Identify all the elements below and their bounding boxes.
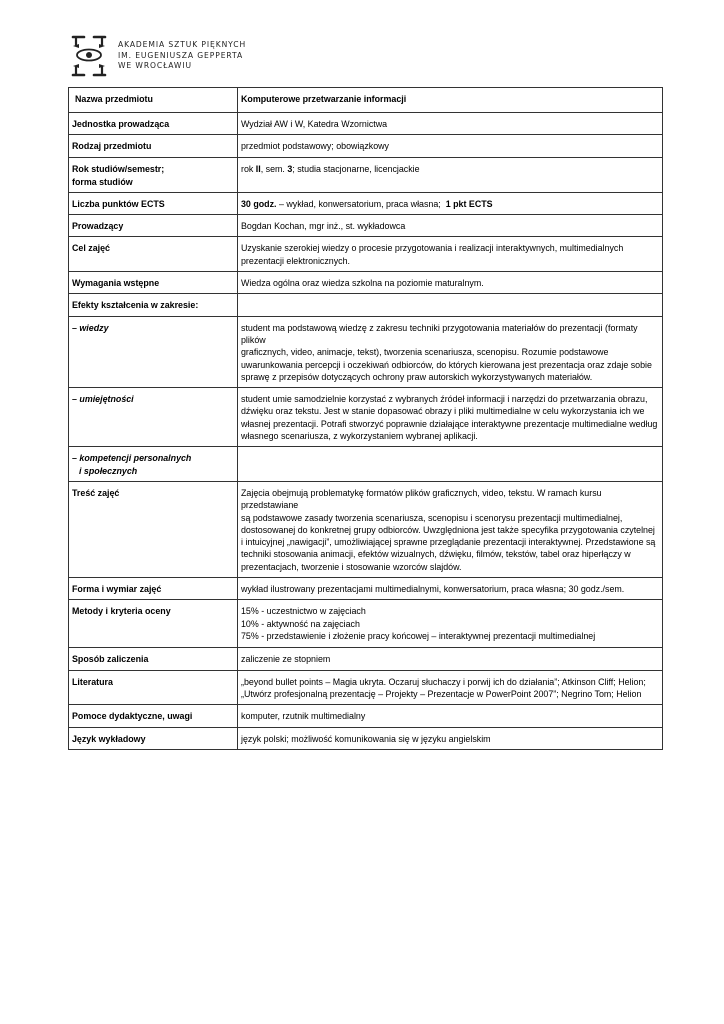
label-nazwa: Nazwa przedmiotu: [69, 88, 238, 113]
value-efekty: [238, 294, 663, 316]
value-tresc-line-1: Zajęcia obejmują problematykę formatów plików graficznych, video, tekstu. W ramach kursu przedstawiane: [241, 487, 602, 511]
academy-logo-icon: [70, 34, 108, 78]
value-tresc-line-3: dostosowanej do konkretnej grupy odbiorców. Uwzględniona jest także specyfika przygotowania czytelnej: [241, 524, 655, 535]
value-umiejetnosci-line-1: student umie samodzielnie korzystać z wybranych źródeł informacji i narzędzi do przetwarzania obrazu,: [241, 394, 648, 405]
label-cel: Cel zajęć: [69, 237, 238, 272]
value-umiejetnosci-line-2: dźwięku oraz tekstu. Jest w stanie dopasować obrazy i pliki multimedialne w celu wykorzystania ich we: [241, 406, 645, 417]
value-literatura: [238, 670, 663, 705]
value-cel-line-1: Uzyskanie szerokiej wiedzy o procesie przygotowania i realizacji interaktywnych, multimedialnych: [241, 243, 624, 254]
institution-line-1: AKADEMIA SZTUK PIĘKNYCH: [118, 40, 247, 50]
value-nazwa: Komputerowe przetwarzanie informacji: [238, 88, 663, 113]
row-efekty: [69, 294, 663, 316]
value-sposob: zaliczenie ze stopniem: [238, 648, 663, 670]
row-literatura: [69, 670, 663, 705]
row-cel: [69, 237, 663, 272]
course-description-table: [68, 87, 663, 750]
label-forma: Forma i wymiar zajęć: [69, 578, 238, 600]
row-umiejetnosci: [69, 388, 663, 447]
row-rok: [69, 158, 663, 193]
row-wymagania: [69, 272, 663, 294]
value-tresc-line-2: są podstawowe zasady tworzenia scenariusza, scenopisu i scenorysu prezentacji multimedialnej,: [241, 512, 623, 523]
value-rok-prefix: rok: [241, 164, 256, 175]
label-literatura: Literatura: [69, 670, 238, 705]
label-jezyk: Język wykładowy: [69, 727, 238, 749]
label-metody: Metody i kryteria oceny: [69, 600, 238, 648]
value-literatura-line-1: „beyond bullet points – Magia ukryta. Oczaruj słuchaczy i porwij ich do działania”; Atkinson Cliff; Helion;: [241, 676, 646, 687]
row-sposob: [69, 648, 663, 670]
value-metody-line-1: 15% - uczestnictwo w zajęciach: [241, 606, 366, 617]
value-rok-rest: ; studia stacjonarne, licencjackie: [292, 164, 420, 175]
label-rok-line-1: Rok studiów/semestr;: [72, 164, 165, 175]
value-ects-hours: 30 godz.: [241, 198, 277, 209]
label-rok-line-2: forma studiów: [72, 176, 133, 187]
row-jednostka: [69, 113, 663, 135]
value-cel: [238, 237, 663, 272]
label-ects: Liczba punktów ECTS: [69, 192, 238, 214]
value-jednostka: Wydział AW i W, Katedra Wzornictwa: [238, 113, 663, 135]
label-kompetencje-line-1: – kompetencji personalnych: [72, 453, 192, 464]
label-prowadzacy: Prowadzący: [69, 215, 238, 237]
value-tresc-line-5: techniki stosowania animacji, efektów wizualnych, dźwięku, filmów, tekstów, tabel oraz hiperłączy w: [241, 549, 631, 560]
row-tresc: [69, 481, 663, 577]
value-wymagania: Wiedza ogólna oraz wiedza szkolna na poziomie maturalnym.: [238, 272, 663, 294]
value-rodzaj: przedmiot podstawowy; obowiązkowy: [238, 135, 663, 158]
label-efekty: Efekty kształcenia w zakresie:: [69, 294, 238, 316]
label-sposob: Sposób zaliczenia: [69, 648, 238, 670]
value-wiedzy-line-1: student ma podstawową wiedzę z zakresu techniki przygotowania materiałów do prezentacji (formaty plików: [241, 322, 638, 345]
row-prowadzacy: [69, 215, 663, 237]
page-header: [70, 32, 246, 80]
value-umiejetnosci-line-3: własnej prezentacji. Potrafi stworzyć poprawnie działające interaktywne prezentacje multimedialne według: [241, 418, 658, 429]
institution-name: [118, 40, 246, 72]
row-rodzaj: [69, 135, 663, 158]
row-wiedzy: [69, 316, 663, 387]
value-metody-line-2: 10% - aktywność na zajęciach: [241, 618, 360, 629]
label-tresc: Treść zajęć: [69, 481, 238, 577]
value-metody: [238, 600, 663, 648]
value-umiejetnosci: [238, 388, 663, 447]
value-ects-mid: – wykład, konwersatorium, praca własna;: [276, 198, 446, 209]
value-ects: [238, 192, 663, 214]
label-kompetencje: [69, 447, 238, 482]
value-metody-line-3: 75% - przedstawienie i złożenie pracy końcowej – interaktywnej prezentacji multimedialnej: [241, 630, 596, 641]
label-rodzaj: Rodzaj przedmiotu: [69, 135, 238, 158]
value-literatura-line-2: „Utwórz profesjonalną prezentację – Projekty – Prezentacje w PowerPoint 2007”; Negrino Tom; Helion: [241, 688, 642, 699]
row-ects: [69, 192, 663, 214]
label-pomoce: Pomoce dydaktyczne, uwagi: [69, 705, 238, 727]
row-metody: [69, 600, 663, 648]
value-cel-line-2: prezentacji elektronicznych.: [241, 255, 351, 266]
row-pomoce: [69, 705, 663, 727]
value-jezyk: język polski; możliwość komunikowania się w języku angielskim: [238, 727, 663, 749]
value-kompetencje: [238, 447, 663, 482]
row-kompetencje: [69, 447, 663, 482]
value-rok-sem: 3: [287, 164, 293, 175]
value-wiedzy: [238, 316, 663, 387]
row-forma: [69, 578, 663, 600]
value-wiedzy-line-4: sprawę z przepisów dotyczących ochrony praw autorskich wykorzystywanych materiałów.: [241, 371, 593, 382]
label-wiedzy: – wiedzy: [69, 316, 238, 387]
value-tresc-line-6: prezentacjach, tworzenie i stosowanie wzorców slajdów.: [241, 561, 462, 572]
institution-line-2: IM. EUGENIUSZA GEPPERTA: [118, 50, 244, 60]
value-pomoce: komputer, rzutnik multimedialny: [238, 705, 663, 727]
value-tresc: [238, 481, 663, 577]
value-prowadzacy: Bogdan Kochan, mgr inż., st. wykładowca: [238, 215, 663, 237]
label-wymagania: Wymagania wstępne: [69, 272, 238, 294]
value-tresc-line-4: i intuicyjnej „nawigacji”, umożliwiającej sprawne przeglądanie prezentacji interaktywnej. Przedstawione są: [241, 537, 656, 548]
value-rok-sem-prefix: , sem.: [260, 164, 288, 175]
row-nazwa: [69, 88, 663, 113]
value-wiedzy-line-3: uwarunkowania percepcji i oczekiwań odbiorców, do których kierowana jest prezentacja oraz zdaje sobie: [241, 359, 652, 370]
label-jednostka: Jednostka prowadząca: [69, 113, 238, 135]
value-ects-points: 1 pkt ECTS: [445, 198, 493, 209]
value-rok-year: II: [255, 164, 261, 175]
value-umiejetnosci-line-4: własnego scenariusza, z wykorzystaniem wybranej aplikacji.: [241, 431, 478, 442]
value-forma: wykład ilustrowany prezentacjami multimedialnymi, konwersatorium, praca własna; 30 godz./sem.: [238, 578, 663, 600]
label-umiejetnosci: – umiejętności: [69, 388, 238, 447]
value-wiedzy-line-2: graficznych, video, animacje, tekst), tworzenia scenariusza, scenopisu. Rozumie podstawowe: [241, 347, 609, 358]
label-kompetencje-line-2: i społecznych: [79, 465, 138, 476]
value-rok: [238, 158, 663, 193]
row-jezyk: [69, 727, 663, 749]
label-rok: [69, 158, 238, 193]
institution-line-3: WE WROCŁAWIU: [118, 61, 192, 71]
